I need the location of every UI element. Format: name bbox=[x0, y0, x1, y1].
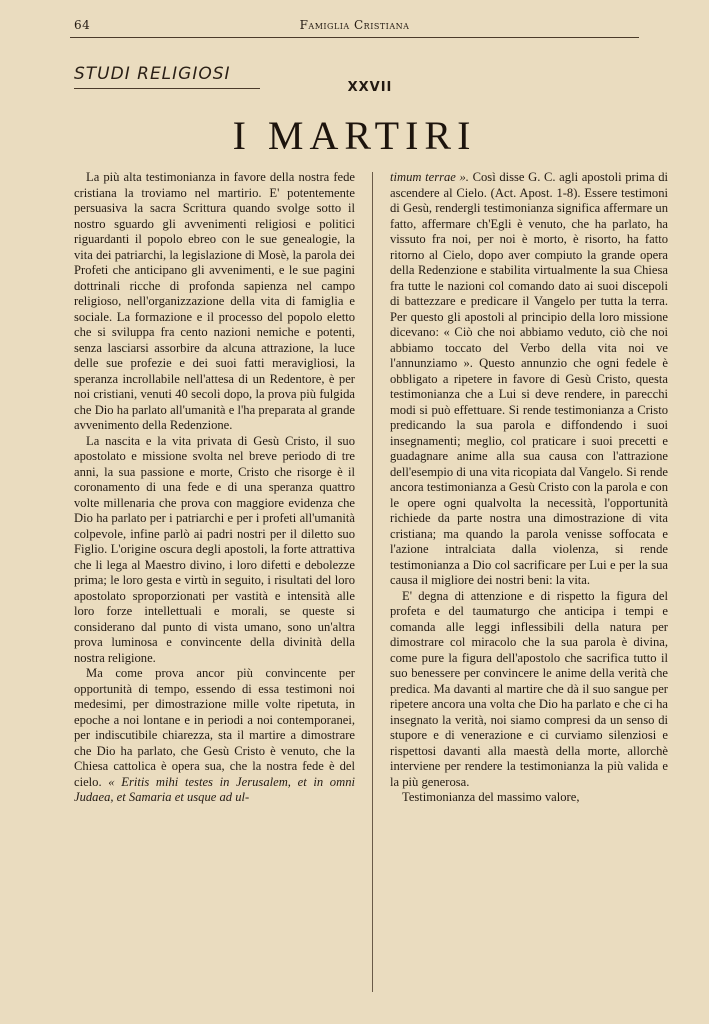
chapter-number: XXVII bbox=[347, 80, 393, 95]
left-column bbox=[74, 170, 355, 806]
column-divider bbox=[372, 172, 373, 992]
left-paragraph-3 bbox=[74, 666, 355, 806]
right-paragraph-3: Testimonianza del massimo valore, bbox=[402, 790, 580, 804]
page-number: 64 bbox=[74, 18, 91, 32]
page-header bbox=[60, 18, 649, 36]
article-title: I MARTIRI bbox=[232, 113, 477, 158]
latin-quote-end: timum terrae ». bbox=[390, 170, 469, 184]
right-paragraph-1 bbox=[390, 170, 668, 589]
section-rule bbox=[74, 88, 260, 89]
right-paragraph-1-text: Così disse G. C. agli apostoli prima di ascendere al Cielo. (Act. Apost. 1-8). Essere testimoni di Gesù, rendergli testimonianza significa affermare un fatto, affermare ch'Egli è venuto, che ha parlato, ha vissuto fra noi, per noi è morto, è risorto, ha fatto ritorno al Cielo, dopo aver compiuto la grande opera della Redenzione e stabilita virtualmente la sua Chiesa fra tutte le nazioni col comando dato ai suoi discepoli di battezzare e predicare il Vangelo per tutta la terra. Per questo gli apostoli al principio della loro missione dicevano: « Ciò che noi abbiamo veduto, ciò che noi abbiamo toccato del Verbo della vita noi ve l'annunziamo ». Questo annunzio che ogni fedele è obbligato a ripetere in favore di Gesù Cristo, questa testimonianza che a Lui si deve rendere, in parecchi modi si può effettuare. Si rende testimonianza a Cristo predicando la sua parola e diffondendo i suoi insegnamenti; meglio, col praticare i suoi precetti e guadagnare anime alla sua causa con l'attrazione dell'esempio di una vita ricopiata dal Vangelo. Si rende ancora testimonianza a Gesù Cristo con la parola e con le opere ogni qualvolta la necessità, l'opportunità richiede da parte nostra una dimostrazione di vita cristiana; ma quando la parola venisse soffocata e l'azione intralciata dalla violenza, si rende testimonianza a Dio col sacrificare per Lui e per la sua causa il migliore dei nostri beni: la vita. bbox=[390, 170, 668, 587]
right-column bbox=[390, 170, 668, 806]
latin-quote-start: « Eritis mihi testes in Jerusalem, et in omni Judaea, et Samaria et usque ad ul- bbox=[74, 774, 355, 804]
left-paragraph-2: La nascita e la vita privata di Gesù Cristo, il suo apostolato e missione svolta nel breve periodo di tre anni, la sua passione e morte, Cristo che risorge è il coronamento di una fede e di una speranza quattro volte millenaria che prova con maggiore evidenza che Dio ha parlato per i patriarchi e per i profeti all'umanità colpevole, infine parlò ai padri nostri per il diletto suo Figlio. L'origine oscura degli apostoli, la forte attrattiva che li lega al Maestro divino, i loro difetti e debolezze prima; le loro gesta e virtù in seguito, i risultati del loro apostolato sproporzionati per vastità e intensità alle loro forze intellettuali e morali, se queste si considerano dal punto di vista umano, sono un'altra prova luminosa e convincente della divinità della nostra religione. bbox=[74, 433, 355, 665]
section-label: STUDI RELIGIOSI bbox=[74, 64, 231, 84]
right-paragraph-2: E' degna di attenzione e di rispetto la figura del profeta e del taumaturgo che anticipa i tempi e comanda alle leggi inflessibili della natura per dimostrare col miracolo che la sua parola è divina, come pure la figura dell'apostolo che sacrifica tutto il suo benessere per convincere le anime della verità che predica. Ma davanti al martire che dà il suo sangue per ripetere ancora una volta che Dio ha parlato e che ci ha insegnato la verità, noi siamo compresi da un senso di stupore e di venerazione e ci curviamo silenziosi e rispettosi davanti alla maestà della morte, allorchè interviene per rendere la testimonianza la più valida e la più generosa. bbox=[390, 588, 668, 789]
header-rule bbox=[70, 37, 639, 38]
left-paragraph-3-text: Ma come prova ancor più convincente per opportunità di tempo, essendo di essa testimoni noi medesimi, per dimostrazione mille volte ripetuta, in epoche a noi lontane e in periodi a noi contemporanei, per indiscutibile chiarezza, sta il martire a dimostrare che Dio ha parlato, che Gesù Cristo è venuto, che la Chiesa cattolica è opera sua, che la nostra fede è del cielo. bbox=[74, 666, 355, 789]
running-title: Famiglia Cristiana bbox=[299, 18, 410, 32]
left-paragraph-1: La più alta testimonianza in favore della nostra fede cristiana la troviamo nel martirio. E' potentemente persuasiva la sacra Scrittura quando svolge sotto il nostro sguardo gli avvenimenti religiosi e politici riguardanti il popolo ebreo con le sue genealogie, la vita dei patriarchi, la legislazione di Mosè, la parola dei Profeti che anticipano gli avvenimenti, e le sue pagini dottrinali ricche di profonda sapienza nel campo religioso, nell'organizzazione della vita di famiglia e sociale. La formazione e il processo del popolo eletto che si sviluppa fra cento nazioni nemiche e potenti, senza lasciarsi assorbire da alcuna attrazione, la luce delle sue profezie e dei suoi fatti meravigliosi, la speranza incrollabile nell'attesa di un Redentore, è per noi cristiani, venuti 40 secoli dopo, la prova più fulgida che Dio ha parlato all'umanità e l'ha preparata al grande avvenimento della Redenzione. bbox=[74, 170, 355, 432]
